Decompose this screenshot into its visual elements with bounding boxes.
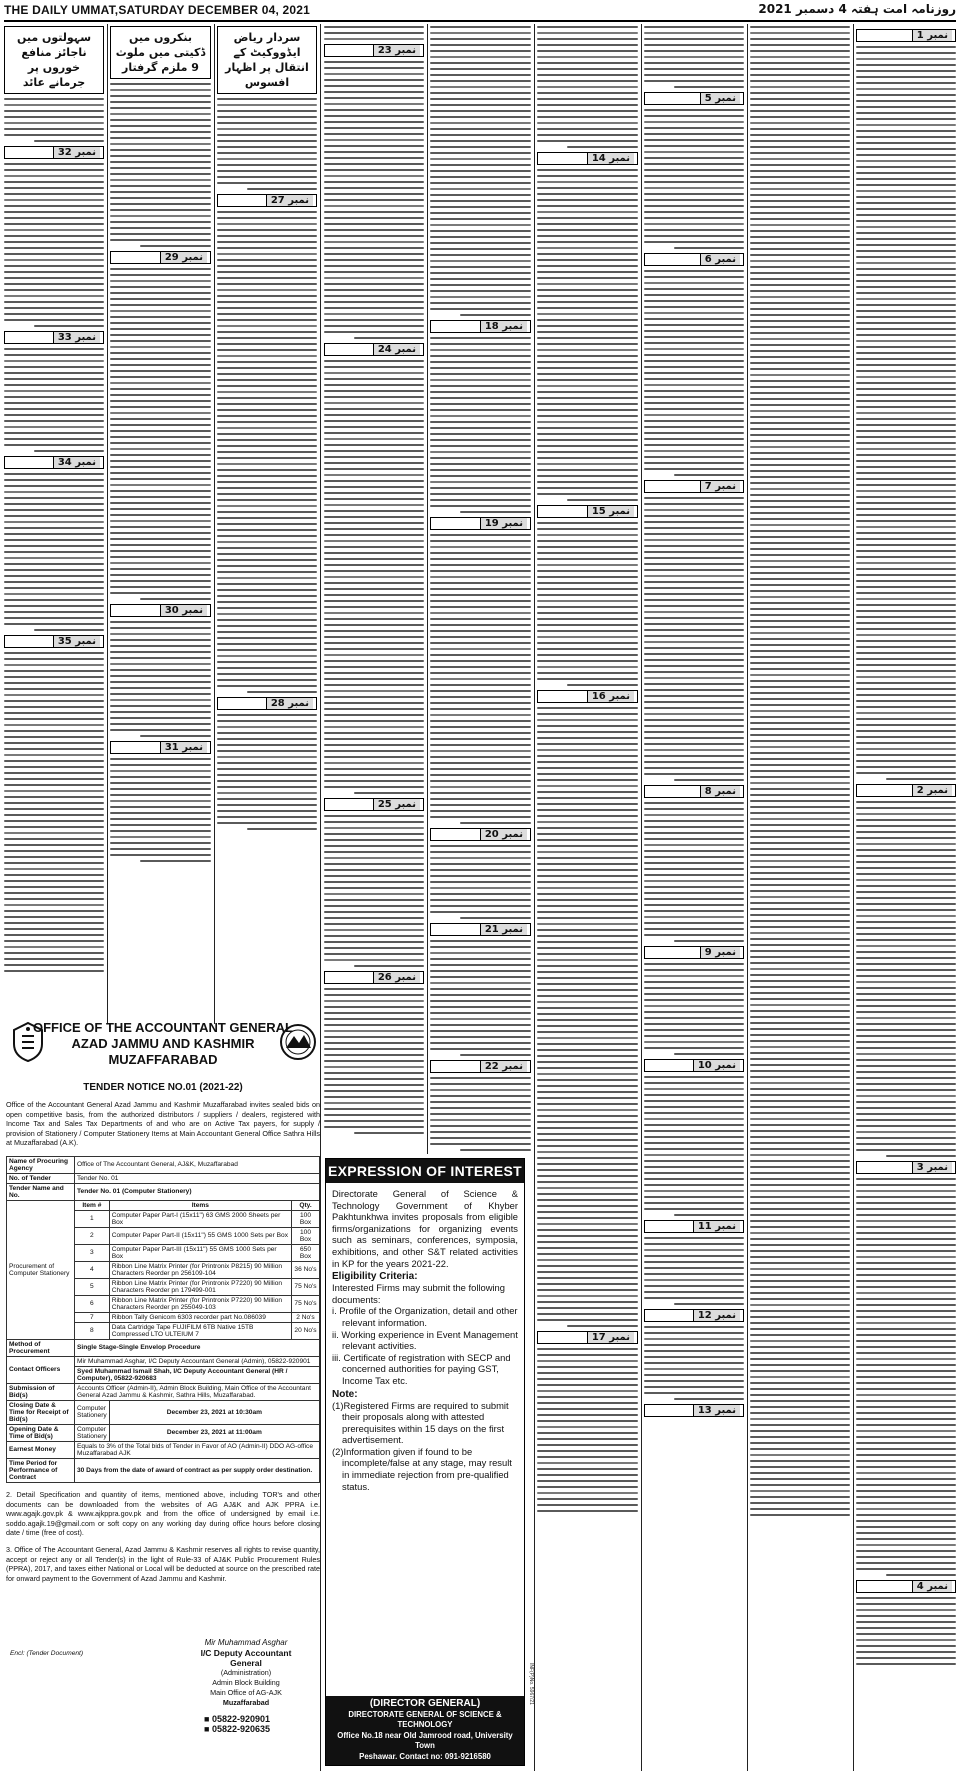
article-text — [644, 1076, 744, 1216]
section-header: نمبر 22 — [430, 1060, 531, 1073]
column-rule — [641, 24, 642, 1771]
tender-notice-title: TENDER NOTICE NO.01 (2021-22) — [83, 1082, 243, 1093]
office-title: OFFICE OF THE ACCOUNTANT GENERAL AZAD JAMMU AND KASHMIR MUZAFFARABAD — [33, 1020, 293, 1067]
section-header: نمبر 18 — [430, 320, 531, 333]
section-header: نمبر 24 — [324, 343, 424, 356]
article-text — [110, 758, 211, 862]
section-header: نمبر 31 — [110, 741, 211, 754]
news-column — [217, 26, 317, 1016]
article-text — [537, 707, 638, 1327]
article-text — [110, 621, 211, 737]
eoi-criteria-intro: Interested Firms may submit the following documents: — [332, 1282, 505, 1305]
section-header: نمبر 21 — [430, 923, 531, 936]
section-header: نمبر 2 — [856, 784, 956, 797]
article-text — [110, 83, 211, 247]
section-header: نمبر 11 — [644, 1220, 744, 1233]
news-column — [324, 26, 424, 1151]
table-row: 6 Ribbon Line Matrix Printer (for Printronix P7220) 90 Million Characters Reorder pn 255049-103 75 No's — [7, 1295, 320, 1312]
eoi-criteria-item: iii. Certificate of registration with SECP and concerned authorities for paying GST, Income Tax etc. — [332, 1351, 511, 1386]
masthead-rule — [4, 20, 956, 22]
section-header: نمبر 17 — [537, 1331, 638, 1344]
section-header: نمبر 35 — [4, 635, 104, 648]
section-header: نمبر 29 — [110, 251, 211, 264]
masthead-english: THE DAILY UMMAT,SATURDAY DECEMBER 04, 2021 — [4, 3, 311, 17]
article-text — [4, 652, 104, 972]
column-rule — [320, 24, 321, 1771]
article-text — [430, 940, 531, 1056]
article-text — [324, 815, 424, 967]
enclosure-note: Encl: (Tender Document) — [10, 1650, 84, 1657]
news-column — [856, 26, 956, 1766]
table-row: 4 Ribbon Line Matrix Printer (for Printronix P8215) 90 Million Characters Reorder pn 256109-104 36 No's — [7, 1261, 320, 1278]
article-text — [644, 963, 744, 1055]
article-text — [537, 26, 638, 148]
inf-code: INF(P)No. 5967/21 — [528, 1663, 534, 1705]
article-text — [430, 26, 531, 316]
article-text — [430, 845, 531, 919]
article-text — [644, 1326, 744, 1400]
section-header: نمبر 34 — [4, 456, 104, 469]
expression-of-interest-ad — [325, 1158, 534, 1766]
headline: بنکروں میں ڈکیتی میں ملوث 9 ملزم گرفتار — [110, 26, 211, 79]
article-text — [856, 1597, 956, 1665]
section-header: نمبر 3 — [856, 1161, 956, 1174]
article-text — [324, 360, 424, 794]
table-row: 1 Computer Paper Part-I (15x11") 63 GMS 2000 Sheets per Box 100 Box — [7, 1210, 320, 1227]
article-text — [537, 1348, 638, 1512]
article-text — [537, 169, 638, 501]
headline: سہولتوں میں ناجائز منافع خوروں پر جرمانے عائد — [4, 26, 104, 94]
article-text — [324, 61, 424, 339]
section-header: نمبر 19 — [430, 517, 531, 530]
eoi-criteria-item: i. Profile of the Organization, detail and other relevant information. — [332, 1305, 518, 1328]
column-rule — [747, 24, 748, 1771]
tender-para-2: 2. Detail Specification and quantity of items, mentioned above, including TOR's and other documents can be downloaded from the websites of AG AJ&K and AJK PPRA i.e. www.agajk.gov.pk & www.ajkppra.gov.pk and from the office of undersigned by email i.e. soddo.agajk.19@gmail.com or soft copy on any working day during office hours before closing date / time (free of cost). — [6, 1489, 320, 1538]
tender-table: Name of Procuring Agency Office of The Accountant General, AJ&K, Muzaffarabad No. of Tender Tender No. 01 Tender Name and No. Tender No. 01 (Computer Stationery) Procurement of Computer Stationery Item # Items Qty. 1 Computer Paper Part-I (15x11") 63 GMS 2000 Sheets per Box 100 Box 2 Computer Paper Part-II (15x11") 55 GMS 1000 Sets per Box 100 Box 3 Computer Paper Part-III (15x11") 55 GMS 1000 Sets per Box 650 Box 4 Ribbon Line Matrix Printer (for Printronix P8215) 90 Million Characters Reorder pn 256109-104 36 No's 5 Ribbon Line Matrix Printer (for Printronix P7220) 90 Million Characters Reorder pn 179499-001 75 No's 6 Ribbon Line Matrix Printer (for Printronix P7220) 90 Million Characters Reorder pn 255049-103 75 No's 7 Ribbon Tally Genicom 6303 recorder part No.086039 2 No's 8 Data Cartridge Tape FUJIFILM 6TB Native 15TB Compressed LTO ULTEIUM 7 20 No's Method of Procurement Single Stage-Single Envelop Procedure Contact Officers Mir Muhammad Asghar, I/C Deputy Accountant General (Admin), 05822-920901 Syed Muhammad Ismail Shah, I/C Deputy Accountant General (HR / Computer), 05822-920683 Submission of Bid(s) Accounts Officer (Admin-II), Admin Block Building, Main Office of the Accountant General Azad Jammu & Kashmir, Sathra Hills, Muzaffarabad. Closing Date & Time for Receipt of Bid(s) Computer Stationery December 23, 2021 at 10:30am Opening Date & Time of Bid(s) Computer Stationery December 23, 2021 at 11:00am Earnest Money Equals to 3% of the Total bids of Tender in Favor of AO (Admin-II) DDO AG-office Muzaffarabad AJK Time Period for Performance of Contract 30 Days from the date of award of contract as per supply order destination. — [6, 1156, 320, 1483]
table-row: 7 Ribbon Tally Genicom 6303 recorder part No.086039 2 No's — [7, 1312, 320, 1322]
masthead — [4, 2, 956, 20]
article-text — [644, 270, 744, 476]
article-text — [324, 26, 424, 40]
article-text — [4, 163, 104, 327]
section-header: نمبر 28 — [217, 697, 317, 710]
article-text — [217, 98, 317, 190]
headline: سردار ریاض ایڈووکیٹ کے انتقال پر اظہار افسوس — [217, 26, 317, 94]
article-text — [644, 109, 744, 249]
signature: Mir Muhammad Asghar — [204, 1638, 288, 1647]
column-rule — [853, 24, 854, 1771]
news-column — [4, 26, 104, 1016]
signature-block: Mir Muhammad Asghar I/C Deputy Accountant General (Administration) Admin Block Building Main Office of AG-AJK Muzaffarabad ■ 05822-920901 ■ 05822-920635 — [186, 1638, 306, 1734]
section-header: نمبر 4 — [856, 1580, 956, 1593]
section-header: نمبر 13 — [644, 1404, 744, 1417]
article-text — [4, 473, 104, 631]
article-text — [430, 1077, 531, 1151]
table-row: 8 Data Cartridge Tape FUJIFILM 6TB Native 15TB Compressed LTO ULTEIUM 7 20 No's — [7, 1322, 320, 1339]
masthead-urdu: روزنامہ امت ہفتہ 4 دسمبر 2021 — [758, 2, 956, 16]
article-text — [856, 801, 956, 1157]
section-header: نمبر 30 — [110, 604, 211, 617]
fax-icon: ■ — [204, 1724, 212, 1734]
article-text — [537, 522, 638, 686]
eoi-intro: Directorate General of Science & Technology Government of Khyber Pakhtunkhwa invites proposals from eligible firms/organizations for organizing events such as seminars, conferences, symposia, exhibitions, and other S&T related activities in KP for the years 2021-22. — [332, 1188, 518, 1269]
article-text — [644, 802, 744, 942]
section-header: نمبر 26 — [324, 971, 424, 984]
fax-number: ■ 05822-920635 — [204, 1724, 270, 1734]
article-text — [644, 26, 744, 88]
section-header: نمبر 25 — [324, 798, 424, 811]
news-column — [750, 26, 850, 1766]
article-text — [4, 348, 104, 452]
section-header: نمبر 23 — [324, 44, 424, 57]
section-header: نمبر 6 — [644, 253, 744, 266]
column-rule — [214, 24, 215, 1024]
eoi-note-title: Note: — [332, 1388, 358, 1400]
table-row: 5 Ribbon Line Matrix Printer (for Printronix P7220) 90 Million Characters Reorder pn 179499-001 75 No's — [7, 1278, 320, 1295]
section-header: نمبر 20 — [430, 828, 531, 841]
eoi-criteria-item: ii. Working experience in Event Management relevant activities. — [332, 1328, 518, 1352]
column-rule — [427, 24, 428, 1154]
section-header: نمبر 16 — [537, 690, 638, 703]
article-text — [110, 268, 211, 600]
eoi-criteria-title: Eligibility Criteria: — [332, 1271, 418, 1283]
section-header: نمبر 32 — [4, 146, 104, 159]
table-row: 3 Computer Paper Part-III (15x11") 55 GMS 1000 Sets per Box 650 Box — [7, 1244, 320, 1261]
section-header: نمبر 15 — [537, 505, 638, 518]
section-header: نمبر 14 — [537, 152, 638, 165]
phone-number: ■ 05822-920901 — [204, 1714, 270, 1724]
section-header: نمبر 12 — [644, 1309, 744, 1322]
section-header: نمبر 33 — [4, 331, 104, 344]
tender-para-3: 3. Office of The Accountant General, Azad Jammu & Kashmir reserves all rights to revise quantity, accept or reject any or all Tender(s) in the light of Rule-33 of AJ&K Public Procurement Rules (PPRA), 2017, and taxes either National or Local will be deducted at source on the prescribed rate for onward payment to the Government of Azad Jammu and Kashmir. — [6, 1544, 320, 1583]
article-text — [644, 497, 744, 781]
article-text — [430, 337, 531, 513]
news-column — [430, 26, 531, 1151]
tender-intro: Office of the Accountant General Azad Jammu and Kashmir Muzaffarabad invites sealed bids on open competitive basis, from the authorized distributors / suppliers / dealers, registered with Income Tax and Sales Tax Departments of and who are on Active Tax payers, for supply / provision of Stationery / Computer Stationery Items at Main Accountant General Office Sathra Hills at Muzaffarabad (A.K). — [6, 1100, 320, 1148]
pakistan-emblem-icon — [8, 1020, 48, 1064]
section-header: نمبر 7 — [644, 480, 744, 493]
column-rule — [107, 24, 108, 1024]
article-text — [856, 46, 956, 780]
article-text — [217, 211, 317, 693]
article-text — [4, 98, 104, 142]
section-header: نمبر 9 — [644, 946, 744, 959]
tender-notice-ad — [6, 1018, 320, 1766]
phone-icon: ■ — [204, 1714, 212, 1724]
table-row: 2 Computer Paper Part-II (15x11") 55 GMS 1000 Sets per Box 100 Box — [7, 1227, 320, 1244]
article-text — [430, 534, 531, 824]
section-header: نمبر 1 — [856, 29, 956, 42]
eoi-note: (1)Registered Firms are required to submit their proposals along with attested prerequisites within 15 days on the first advertisement. — [332, 1399, 509, 1446]
news-column — [110, 26, 211, 1016]
ajk-emblem-icon — [278, 1020, 318, 1064]
news-column — [644, 26, 744, 1766]
section-header: نمبر 27 — [217, 194, 317, 207]
section-header: نمبر 10 — [644, 1059, 744, 1072]
eoi-title: EXPRESSION OF INTEREST — [326, 1159, 524, 1183]
section-header: نمبر 8 — [644, 785, 744, 798]
section-header: نمبر 5 — [644, 92, 744, 105]
column-rule — [534, 24, 535, 1771]
article-text — [750, 26, 850, 1516]
article-text — [324, 988, 424, 1134]
eoi-note: (2)Information given if found to be incomplete/false at any stage, may result in immediate rejection from pre-qualified status. — [332, 1445, 512, 1492]
eoi-footer: (DIRECTOR GENERAL) DIRECTORATE GENERAL OF SCIENCE & TECHNOLOGY Office No.18 near Old Jamrood road, University Town Peshawar. Contact no: 091-9216580 — [326, 1696, 524, 1765]
article-text — [217, 714, 317, 830]
article-text — [856, 1178, 956, 1576]
article-text — [644, 1237, 744, 1305]
news-column — [537, 26, 638, 1766]
